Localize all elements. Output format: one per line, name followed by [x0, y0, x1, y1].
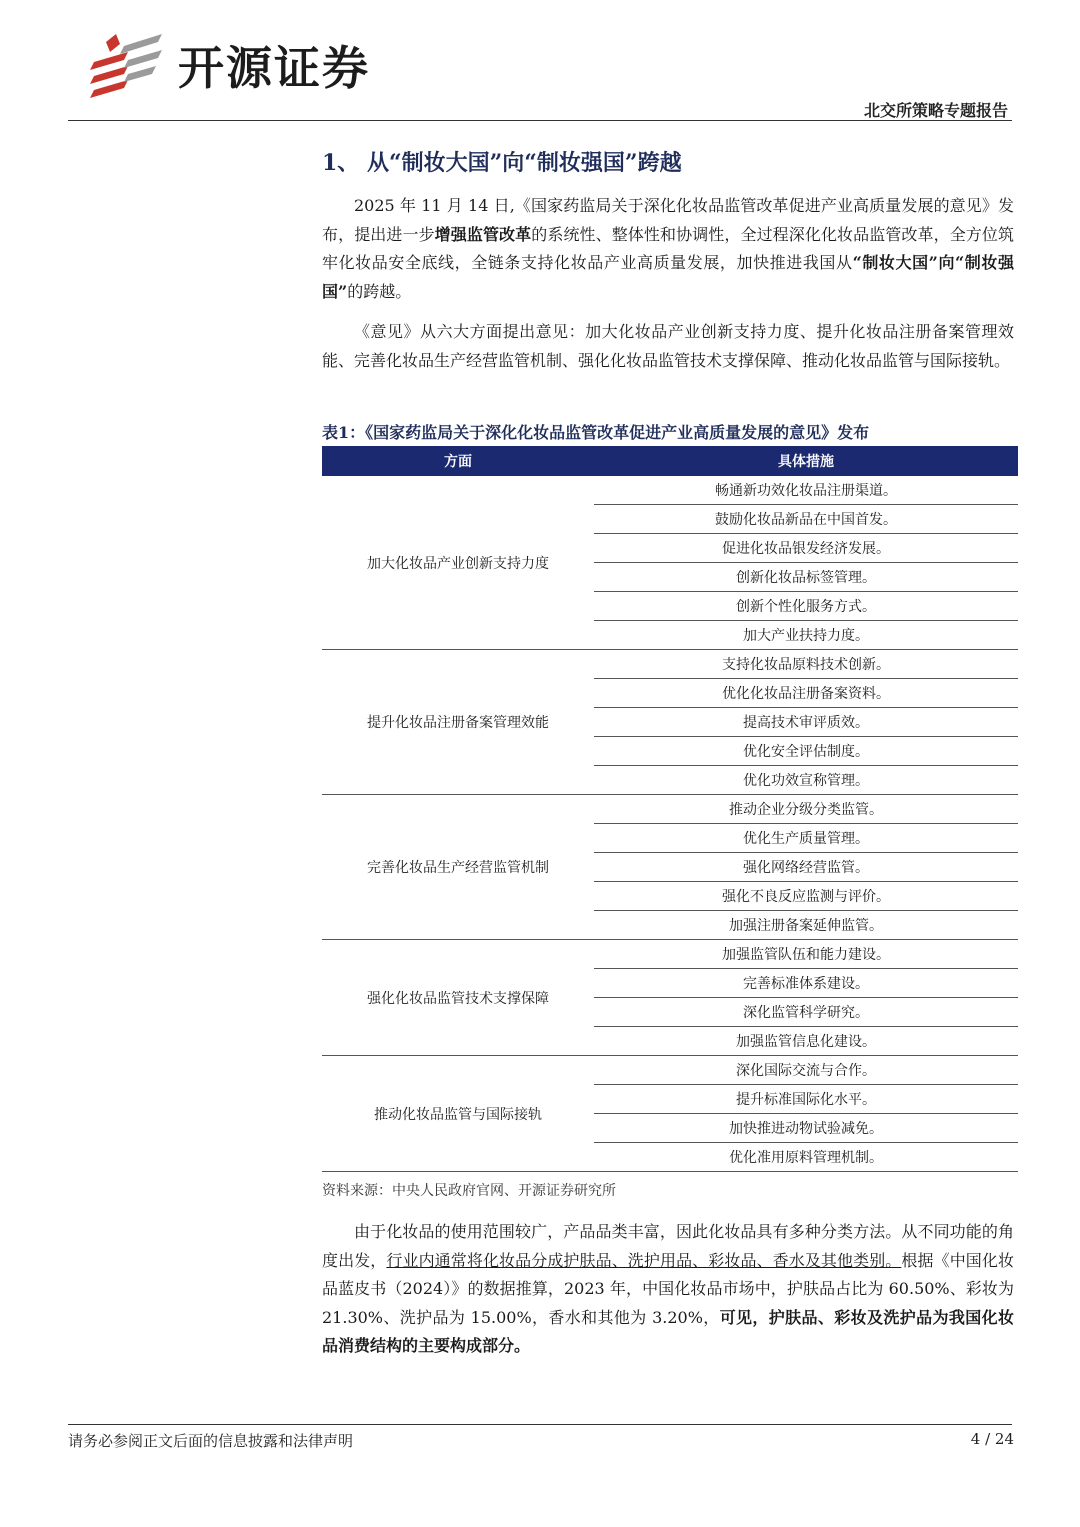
measure-cell: 鼓励化妆品新品在中国首发。 — [594, 505, 1018, 534]
table-caption: 表1：《国家药监局关于深化化妆品监管改革促进产业高质量发展的意见》发布 — [322, 423, 870, 442]
report-type: 北交所策略专题报告 — [863, 101, 1008, 120]
aspect-cell: 加大化妆品产业创新支持力度 — [322, 476, 594, 650]
table-row — [322, 476, 1018, 505]
measure-cell: 加强注册备案延伸监管。 — [594, 911, 1018, 940]
section-title: 1、 从“制妆大国”向“制妆强国”跨越 — [322, 150, 682, 176]
table-row — [322, 795, 1018, 824]
measure-cell: 提升标准国际化水平。 — [594, 1085, 1018, 1114]
measure-cell: 推动企业分级分类监管。 — [594, 795, 1018, 824]
measure-cell: 强化网络经营监管。 — [594, 853, 1018, 882]
header-aspect: 方面 — [322, 446, 594, 476]
bold-phrase: 增强监管改革 — [434, 224, 532, 244]
brand-logo-icon — [90, 32, 164, 98]
measure-cell: 创新化妆品标签管理。 — [594, 563, 1018, 592]
footer-divider — [68, 1424, 1012, 1425]
measures-table — [322, 446, 1018, 1172]
table-header-row — [322, 446, 1018, 476]
measure-cell: 优化安全评估制度。 — [594, 737, 1018, 766]
measure-cell: 创新个性化服务方式。 — [594, 592, 1018, 621]
table-row — [322, 650, 1018, 679]
aspect-cell: 完善化妆品生产经营监管机制 — [322, 795, 594, 940]
measure-cell: 加快推进动物试验减免。 — [594, 1114, 1018, 1143]
page-number: 4 / 24 — [970, 1430, 1014, 1448]
measure-cell: 促进化妆品银发经济发展。 — [594, 534, 1018, 563]
measure-cell: 畅通新功效化妆品注册渠道。 — [594, 476, 1018, 505]
table-body — [322, 476, 1018, 1172]
company-logo — [90, 32, 370, 98]
paragraph-classification: 由于化妆品的使用范围较广，产品品类丰富，因此化妆品具有多种分类方法。从不同功能的角度出发，行业内通常将化妆品分成护肤品、洗护用品、彩妆品、香水及其他类别。根据《中国化妆品蓝皮书（2024）》的数据推算，2023 年，中国化妆品市场中，护肤品占比为 60.50%、彩妆为 21.30%、洗护品为 15.00%，香水和其他为 3.20%，可见，护肤品、彩妆及洗护品为我国化妆品消费结构的主要构成部分。 — [322, 1222, 1014, 1355]
bold-phrase: “制妆大国”向“制妆强国” — [322, 253, 1014, 301]
measure-cell: 提高技术审评质效。 — [594, 708, 1018, 737]
measure-cell: 优化化妆品注册备案资料。 — [594, 679, 1018, 708]
measure-cell: 强化不良反应监测与评价。 — [594, 882, 1018, 911]
table-row — [322, 1056, 1018, 1085]
aspect-cell: 强化化妆品监管技术支撑保障 — [322, 940, 594, 1056]
footer-disclaimer: 请务必参阅正文后面的信息披露和法律声明 — [68, 1432, 354, 1450]
underlined-phrase: 行业内通常将化妆品分成护肤品、洗护用品、彩妆品、香水及其他类别。 — [386, 1250, 902, 1270]
paragraph-six-aspects: 《意见》从六大方面提出意见：加大化妆品产业创新支持力度、提升化妆品注册备案管理效能、完善化妆品生产经营监管机制、强化化妆品监管技术支撑保障、推动化妆品监管与国际接轨。 — [322, 322, 1014, 370]
aspect-cell: 提升化妆品注册备案管理效能 — [322, 650, 594, 795]
header-measures: 具体措施 — [594, 446, 1018, 476]
table-source: 资料来源：中央人民政府官网、开源证券研究所 — [322, 1183, 616, 1199]
measure-cell: 加强监管信息化建设。 — [594, 1027, 1018, 1056]
measure-cell: 深化国际交流与合作。 — [594, 1056, 1018, 1085]
measure-cell: 完善标准体系建设。 — [594, 969, 1018, 998]
header-divider — [68, 120, 1012, 121]
measure-cell: 深化监管科学研究。 — [594, 998, 1018, 1027]
measure-cell: 优化功效宣称管理。 — [594, 766, 1018, 795]
brand-name: 开源证券 — [178, 41, 370, 95]
bold-conclusion: 可见，护肤品、彩妆及洗护品为我国化妆品消费结构的主要构成部分。 — [322, 1307, 1014, 1355]
measure-cell: 加强监管队伍和能力建设。 — [594, 940, 1018, 969]
aspect-cell: 推动化妆品监管与国际接轨 — [322, 1056, 594, 1172]
table-row — [322, 940, 1018, 969]
measure-cell: 加大产业扶持力度。 — [594, 621, 1018, 650]
measure-cell: 优化生产质量管理。 — [594, 824, 1018, 853]
measure-cell: 优化准用原料管理机制。 — [594, 1143, 1018, 1172]
measure-cell: 支持化妆品原料技术创新。 — [594, 650, 1018, 679]
paragraph-intro: 2025 年 11 月 14 日,《国家药监局关于深化化妆品监管改革促进产业高质量发展的意见》发布，提出进一步增强监管改革的系统性、整体性和协调性，全过程深化化妆品监管改革，全方位筑牢化妆品安全底线，全链条支持化妆品产业高质量发展，加快推进我国从“制妆大国”向“制妆强国”的跨越。 — [322, 196, 1014, 301]
